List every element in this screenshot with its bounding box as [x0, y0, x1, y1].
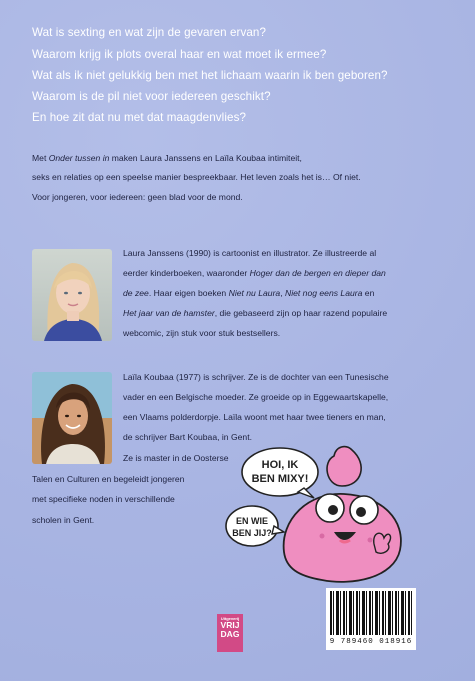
- laura-bio-line-2: [123, 268, 386, 278]
- laila-bio-line-7: met specifieke noden in verschillende: [32, 494, 175, 504]
- question-5: En hoe zit dat nu met dat maagdenvlies?: [32, 111, 247, 124]
- laila-bio-line-1: Laïla Koubaa (1977) is schrijver. Ze is de dochter van een Tunesische: [123, 372, 389, 382]
- book-title: Niet nu Laura: [228, 288, 281, 298]
- intro-text: Met: [32, 153, 49, 163]
- intro-line-1: [32, 153, 302, 163]
- book-title: Hoger dan de bergen en dieper dan: [249, 268, 386, 278]
- laila-bio-line-3: een Vlaams polderdorpje. Laïla woont met haar twee tieners en man,: [123, 412, 386, 422]
- bio-text: ,: [280, 288, 285, 298]
- author-photo-laura: [32, 249, 112, 341]
- laila-bio-line-5: Ze is master in de Oosterse: [123, 453, 229, 463]
- question-3: Wat als ik niet gelukkig ben met het lichaam waarin ik ben geboren?: [32, 69, 388, 82]
- book-title: Het jaar van de hamster: [123, 308, 215, 318]
- laila-bio-line-8: scholen in Gent.: [32, 515, 95, 525]
- publisher-line-2: DAG: [220, 629, 240, 639]
- bio-text: . Haar eigen boeken: [148, 288, 229, 298]
- author-photo-laila: [32, 372, 112, 464]
- question-4: Waarom is de pil niet voor iedereen geschikt?: [32, 90, 271, 103]
- laila-bio-line-4: de schrijver Bart Koubaa, in Gent.: [123, 432, 252, 442]
- laura-bio-line-4: [123, 308, 387, 318]
- bio-text: , die gebaseerd zijn op haar razend populaire: [214, 308, 388, 318]
- laila-bio-line-2: vader en een Belgische moeder. Ze groeide op in Eggewaartskapelle,: [123, 392, 389, 402]
- laura-bio-line-5: webcomic, zijn stuk voor stuk bestsellers.: [123, 328, 281, 338]
- publisher-line-1: VRIJ: [220, 620, 240, 630]
- book-title: de zee: [123, 288, 149, 298]
- book-title: Niet nog eens Laura: [285, 288, 363, 298]
- bubble-wie-line-2: BEN JIJ?: [232, 528, 272, 538]
- intro-line-3: Voor jongeren, voor iedereen: geen blad voor de mond.: [32, 192, 243, 202]
- intro-line-2: seks en relaties op een speelse manier bespreekbaar. Het leven zoals het is… Of niet.: [32, 172, 361, 182]
- bubble-hoi-line-2: BEN MIXY!: [251, 473, 309, 485]
- intro-text: maken Laura Janssens en Laïla Koubaa intimiteit,: [109, 153, 302, 163]
- barcode-number: 9 789460 018916: [329, 638, 413, 646]
- mascot-illustration: [222, 440, 422, 590]
- laura-bio-line-1: Laura Janssens (1990) is cartoonist en illustrator. Ze illustreerde al: [123, 248, 377, 258]
- speech-bubble-hoi: [242, 448, 318, 498]
- barcode-bars: [330, 591, 412, 635]
- publisher-small: Uitgeverij: [220, 616, 240, 621]
- isbn-barcode: [326, 588, 416, 650]
- laila-bio-line-6: Talen en Culturen en begeleidt jongeren: [32, 474, 185, 484]
- bubble-hoi-line-1: HOI, IK: [261, 459, 299, 471]
- bio-text: eerder kinderboeken, waaronder: [123, 268, 250, 278]
- bubble-wie-line-1: EN WIE: [235, 516, 269, 526]
- book-title: Onder tussen in: [48, 153, 110, 163]
- laura-bio-line-3: [123, 288, 374, 298]
- question-2: Waarom krijg ik plots overal haar en wat moet ik ermee?: [32, 48, 327, 61]
- speech-bubble-en-wie: [226, 506, 284, 546]
- publisher-logo: [217, 614, 243, 652]
- bio-text: en: [362, 288, 375, 298]
- question-1: Wat is sexting en wat zijn de gevaren ervan?: [32, 26, 267, 39]
